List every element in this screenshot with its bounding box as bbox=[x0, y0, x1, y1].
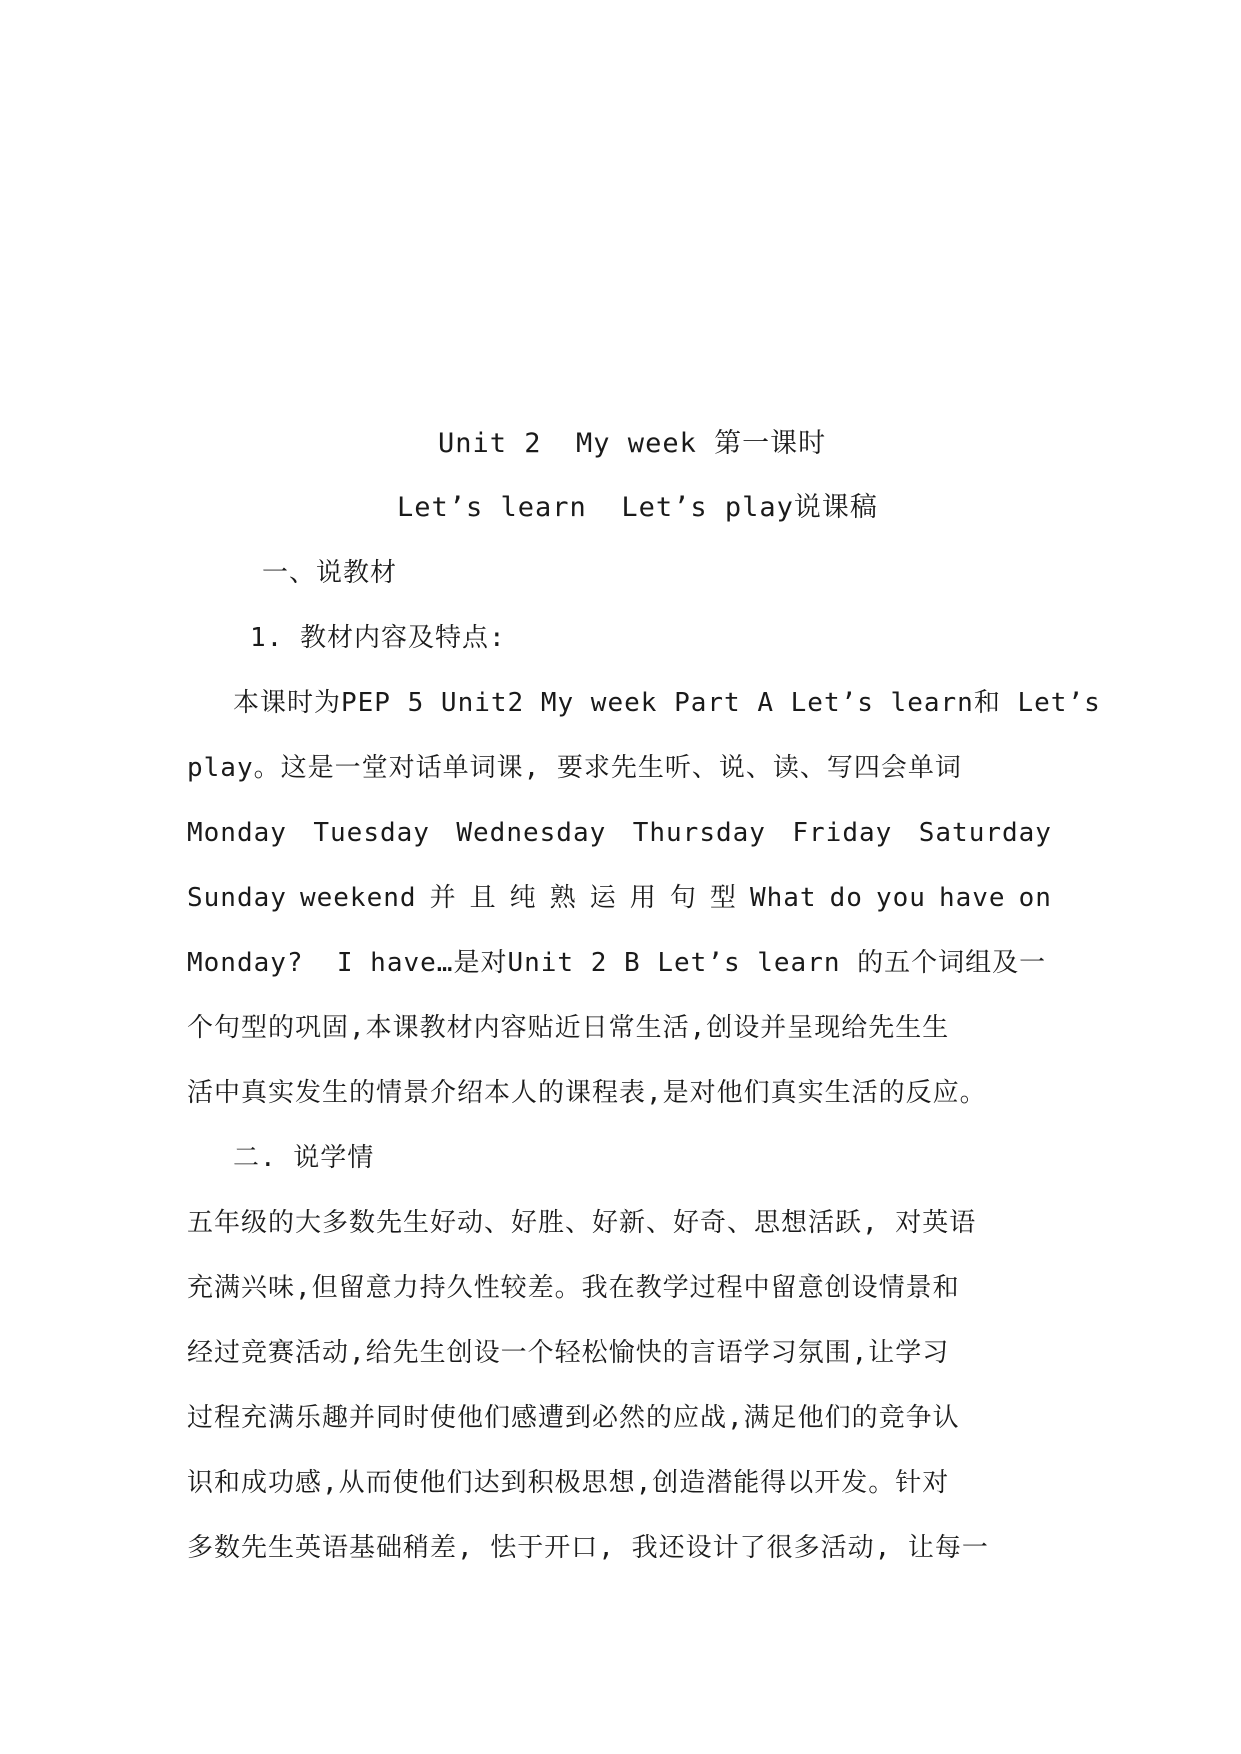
paragraph-line: 五年级的大多数先生好动、好胜、好新、好奇、思想活跃, 对英语 bbox=[187, 1208, 977, 1238]
word: 熟 bbox=[549, 883, 577, 913]
word: 运 bbox=[589, 883, 617, 913]
section-heading-teaching-material: 一、说教材 bbox=[262, 558, 398, 588]
word: 且 bbox=[469, 883, 497, 913]
document-title: Unit 2 My week 第一课时 bbox=[438, 428, 827, 459]
word: weekend bbox=[299, 883, 417, 913]
word: 并 bbox=[429, 883, 457, 913]
sentence-pattern-line bbox=[187, 881, 1052, 915]
paragraph-line: 个句型的巩固,本课教材内容贴近日常生活,创设并呈现给先生生 bbox=[187, 1013, 950, 1043]
word: do bbox=[829, 883, 863, 913]
word: What bbox=[749, 883, 817, 913]
paragraph-line: 识和成功感,从而使他们达到积极思想,创造潜能得以开发。针对 bbox=[187, 1468, 950, 1498]
paragraph-line: 过程充满乐趣并同时使他们感遭到必然的应战,满足他们的竞争认 bbox=[187, 1403, 960, 1433]
word: Sunday bbox=[187, 883, 287, 913]
word: 用 bbox=[629, 883, 657, 913]
paragraph-line: 经过竞赛活动,给先生创设一个轻松愉快的言语学习氛围,让学习 bbox=[187, 1338, 950, 1368]
word: on bbox=[1018, 883, 1052, 913]
word: Friday bbox=[792, 818, 893, 848]
word: 纯 bbox=[509, 883, 537, 913]
word: Monday bbox=[187, 818, 287, 848]
document-subtitle: Let’s learn Let’s play说课稿 bbox=[397, 492, 878, 523]
word: have bbox=[938, 883, 1006, 913]
word: 型 bbox=[709, 883, 737, 913]
paragraph-line: 活中真实发生的情景介绍本人的课程表,是对他们真实生活的反应。 bbox=[187, 1078, 987, 1108]
word: Tuesday bbox=[313, 818, 430, 848]
word: you bbox=[875, 883, 926, 913]
paragraph-line: 多数先生英语基础稍差, 怯于开口, 我还设计了很多活动, 让每一 bbox=[187, 1533, 989, 1563]
section-heading-student-situation: 二. 说学情 bbox=[233, 1143, 375, 1173]
paragraph-line: 本课时为PEP 5 Unit2 My week Part A Let’s learn和 Let’s bbox=[233, 688, 1101, 718]
subsection-heading-content-features: 1. 教材内容及特点: bbox=[250, 623, 506, 653]
paragraph-line: Monday? I have…是对Unit 2 B Let’s learn 的五个词组及一 bbox=[187, 948, 1047, 978]
paragraph-line: 充满兴味,但留意力持久性较差。我在教学过程中留意创设情景和 bbox=[187, 1273, 960, 1303]
paragraph-line: play。这是一堂对话单词课, 要求先生听、说、读、写四会单词 bbox=[187, 753, 962, 783]
word: Saturday bbox=[918, 818, 1052, 848]
word: Wednesday bbox=[456, 818, 607, 848]
word: Thursday bbox=[632, 818, 766, 848]
weekday-words-line bbox=[187, 816, 1052, 850]
word: 句 bbox=[669, 883, 697, 913]
